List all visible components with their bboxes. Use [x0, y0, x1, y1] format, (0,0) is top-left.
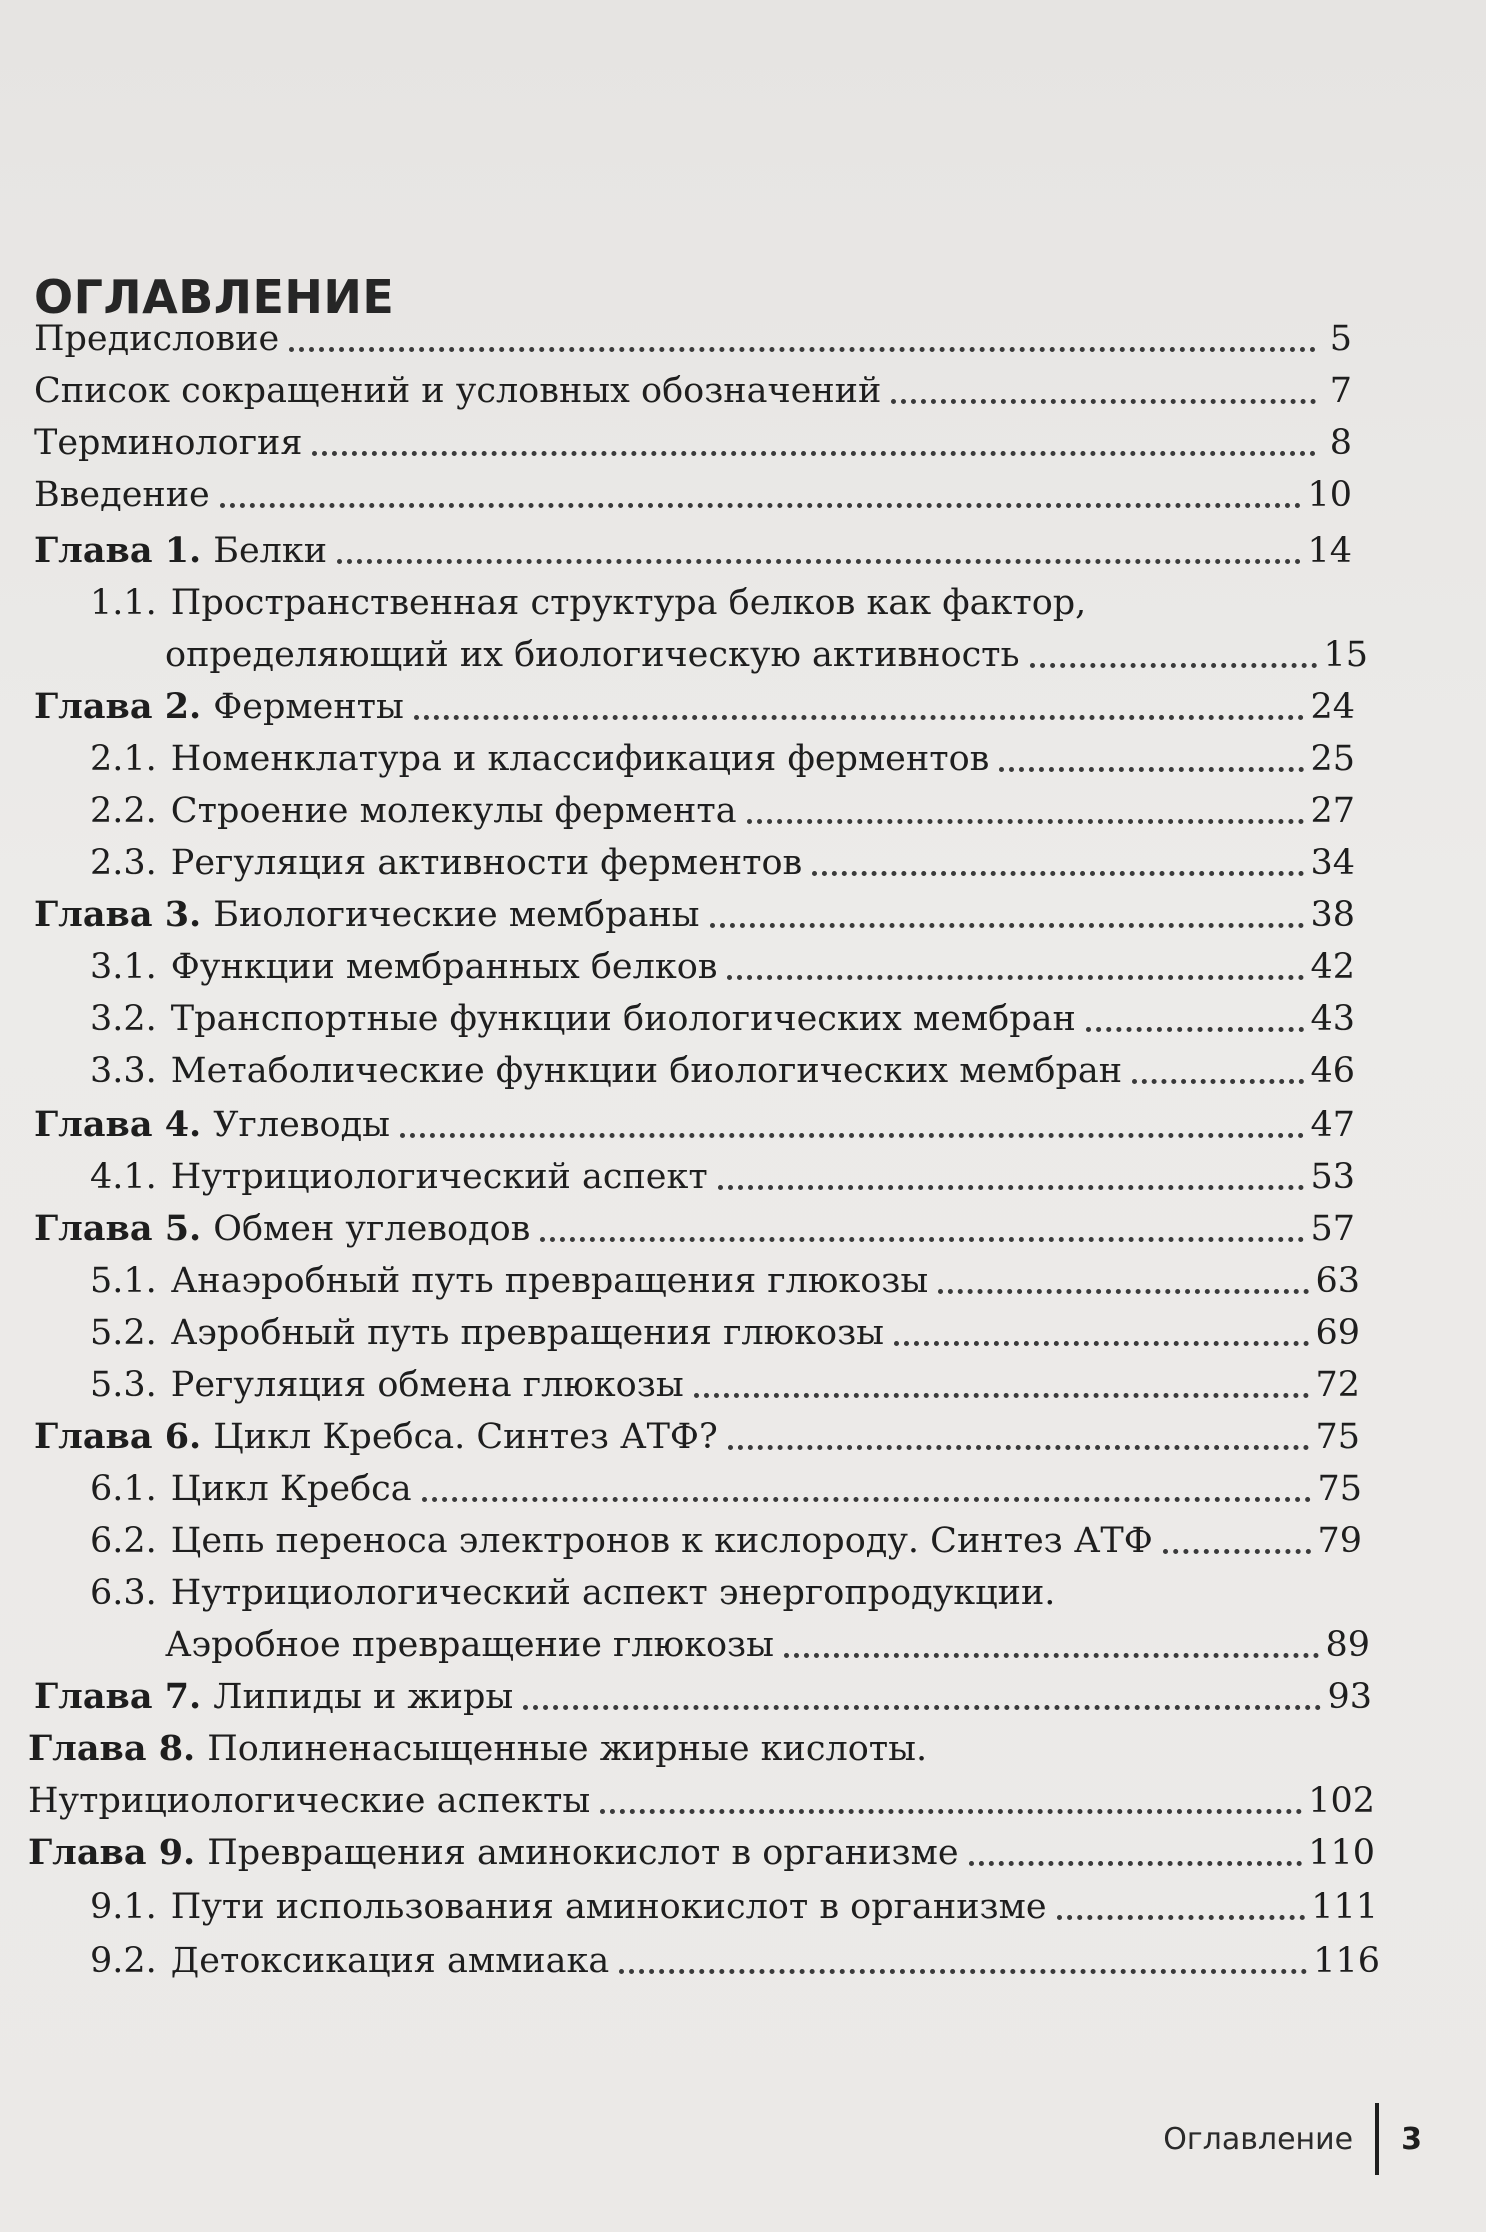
toc-section-row — [90, 1356, 1360, 1406]
toc-section-row — [90, 1042, 1355, 1092]
toc-leader-dots — [289, 335, 1316, 352]
toc-section-number: 2.2. — [90, 791, 157, 831]
toc-chapter-label: Глава 7. — [34, 1676, 202, 1717]
toc-page-number: 89 — [1325, 1625, 1370, 1665]
toc-entry-title: Пути использования аминокислот в организме — [170, 1887, 1047, 1927]
toc-leader-dots — [969, 1849, 1303, 1866]
toc-page-number: 14 — [1307, 531, 1352, 571]
toc-page-number: 46 — [1310, 1051, 1355, 1091]
toc-section-row — [90, 1252, 1360, 1302]
toc-leader-dots — [727, 963, 1304, 980]
toc-leader-dots — [422, 1485, 1312, 1502]
toc-page-number: 53 — [1310, 1157, 1355, 1197]
toc-chapter-row — [34, 1096, 1355, 1146]
toc-entry-title: Превращения аминокислот в организме — [207, 1833, 959, 1873]
toc-entry-title: Регуляция обмена глюкозы — [170, 1365, 684, 1405]
toc-entry-title: Полиненасыщенные жирные кислоты. — [207, 1729, 928, 1769]
toc-section-row — [90, 730, 1355, 780]
toc-section-row — [90, 1148, 1355, 1198]
toc-entry-title: Цикл Кребса — [170, 1469, 412, 1509]
toc-leader-dots — [312, 439, 1316, 456]
toc-entry-title: Нутрициологические аспекты — [28, 1781, 591, 1821]
toc-page-number: 8 — [1329, 423, 1352, 463]
toc-heading: ОГЛАВЛЕНИЕ — [34, 270, 395, 324]
toc-chapter-label: Глава 2. — [34, 686, 202, 727]
toc-chapter-label: Глава 6. — [34, 1416, 202, 1457]
toc-chapter-label: Глава 1. — [34, 530, 202, 571]
toc-section-row — [165, 626, 1368, 676]
toc-page-number: 27 — [1310, 791, 1355, 831]
toc-section-number: 2.3. — [90, 843, 157, 883]
toc-section-row — [90, 1564, 1362, 1614]
toc-leader-dots — [337, 547, 1301, 564]
toc-entry-title: Список сокращений и условных обозначений — [34, 371, 882, 411]
toc-leader-dots — [540, 1225, 1304, 1242]
toc-leader-dots — [710, 911, 1305, 928]
toc-page-number: 116 — [1313, 1941, 1380, 1981]
toc-entry-title: Терминология — [34, 423, 303, 463]
toc-page-number: 24 — [1310, 687, 1355, 727]
toc-page-number: 25 — [1310, 739, 1355, 779]
toc-page-number: 38 — [1310, 895, 1355, 935]
toc-leader-dots — [812, 859, 1304, 876]
toc-entry-title: Биологические мембраны — [213, 895, 700, 935]
toc-page-number: 15 — [1323, 635, 1368, 675]
toc-leader-dots — [600, 1797, 1302, 1814]
toc-leader-dots — [747, 807, 1305, 824]
toc-leader-dots — [523, 1693, 1321, 1710]
toc-entry-title: Номенклатура и классификация ферментов — [170, 739, 990, 779]
toc-chapter-row — [34, 1408, 1360, 1458]
toc-chapter-row — [34, 310, 1352, 360]
toc-chapter-label: Глава 5. — [34, 1208, 202, 1249]
toc-entry-title: Регуляция активности ферментов — [170, 843, 803, 883]
toc-entry-title: Цикл Кребса. Синтез АТФ? — [213, 1417, 718, 1457]
toc-section-number: 5.2. — [90, 1313, 157, 1353]
toc-entry-title: Транспортные функции биологических мембран — [170, 999, 1076, 1039]
toc-page-number: 43 — [1310, 999, 1355, 1039]
toc-page-number: 7 — [1329, 371, 1352, 411]
toc-section-number: 2.1. — [90, 739, 157, 779]
toc-page-number: 5 — [1329, 319, 1352, 359]
page-number: 3 — [1401, 2121, 1422, 2157]
toc-section-number: 6.2. — [90, 1521, 157, 1561]
toc-section-number: 3.2. — [90, 999, 157, 1039]
toc-chapter-label: Глава 4. — [34, 1104, 202, 1145]
toc-page-number: 34 — [1310, 843, 1355, 883]
toc-entry-title: Предисловие — [34, 319, 280, 359]
toc-page-number: 47 — [1310, 1105, 1355, 1145]
toc-leader-dots — [999, 755, 1304, 772]
toc-chapter-row — [34, 466, 1352, 516]
toc-section-row — [90, 1932, 1380, 1982]
toc-entry-title: Пространственная структура белков как фактор, — [170, 583, 1087, 623]
toc-leader-dots — [728, 1433, 1310, 1450]
toc-chapter-row — [34, 414, 1352, 464]
toc-chapter-row — [28, 1720, 1372, 1770]
footer-separator — [1375, 2103, 1379, 2175]
toc-leader-dots — [1163, 1537, 1312, 1554]
toc-leader-dots — [1086, 1015, 1305, 1032]
toc-section-row — [165, 1616, 1370, 1666]
toc-leader-dots — [414, 703, 1305, 720]
toc-section-row — [90, 990, 1355, 1040]
toc-leader-dots — [220, 491, 1302, 508]
toc-leader-dots — [400, 1121, 1304, 1138]
toc-leader-dots — [891, 387, 1316, 404]
toc-entry-title: Анаэробный путь превращения глюкозы — [170, 1261, 929, 1301]
toc-page-number: 79 — [1317, 1521, 1362, 1561]
toc-chapter-row — [34, 522, 1352, 572]
toc-chapter-row — [28, 1772, 1375, 1822]
toc-section-number: 5.1. — [90, 1261, 157, 1301]
toc-page-number: 63 — [1315, 1261, 1360, 1301]
toc-section-number: 9.1. — [90, 1887, 157, 1927]
toc-section-number: 4.1. — [90, 1157, 157, 1197]
toc-section-row — [90, 834, 1355, 884]
toc-section-number: 1.1. — [90, 583, 157, 623]
toc-chapter-row — [34, 886, 1355, 936]
toc-entry-title: Нутрициологический аспект энергопродукции. — [170, 1573, 1056, 1613]
toc-chapter-label: Глава 9. — [28, 1832, 196, 1873]
toc-section-number: 3.3. — [90, 1051, 157, 1091]
toc-leader-dots — [694, 1381, 1310, 1398]
toc-leader-dots — [619, 1957, 1307, 1974]
toc-entry-title: Аэробное превращение глюкозы — [165, 1625, 774, 1665]
toc-entry-title: определяющий их биологическую активность — [165, 635, 1020, 675]
toc-entry-title: Цепь переноса электронов к кислороду. Синтез АТФ — [170, 1521, 1153, 1561]
toc-entry-title: Введение — [34, 475, 210, 515]
toc-section-row — [90, 1304, 1360, 1354]
toc-leader-dots — [1132, 1067, 1304, 1084]
toc-entry-title: Нутрициологический аспект — [170, 1157, 708, 1197]
toc-entry-title: Ферменты — [213, 687, 404, 727]
toc-page-number: 57 — [1310, 1209, 1355, 1249]
toc-entry-title: Липиды и жиры — [213, 1677, 514, 1717]
toc-leader-dots — [1057, 1903, 1306, 1920]
toc-section-row — [90, 574, 1352, 624]
toc-page-number: 75 — [1315, 1417, 1360, 1457]
toc-page-number: 69 — [1315, 1313, 1360, 1353]
toc-chapter-row — [34, 1668, 1372, 1718]
page-footer — [1163, 2114, 1486, 2164]
toc-section-number: 6.1. — [90, 1469, 157, 1509]
running-footer-label: Оглавление — [1163, 2121, 1354, 2157]
toc-leader-dots — [938, 1277, 1309, 1294]
toc-section-row — [90, 1512, 1362, 1562]
toc-page-number: 72 — [1315, 1365, 1360, 1405]
toc-entry-title: Строение молекулы фермента — [170, 791, 737, 831]
toc-entry-title: Обмен углеводов — [213, 1209, 531, 1249]
toc-entry-title: Функции мембранных белков — [170, 947, 718, 987]
toc-chapter-label: Глава 8. — [28, 1728, 196, 1769]
toc-chapter-row — [34, 678, 1355, 728]
toc-section-number: 6.3. — [90, 1573, 157, 1613]
toc-leader-dots — [1030, 651, 1318, 668]
toc-chapter-label: Глава 3. — [34, 894, 202, 935]
toc-chapter-row — [28, 1824, 1375, 1874]
toc-section-number: 3.1. — [90, 947, 157, 987]
toc-section-number: 5.3. — [90, 1365, 157, 1405]
toc-entry-title: Метаболические функции биологических мембран — [170, 1051, 1123, 1091]
toc-chapter-row — [34, 1200, 1355, 1250]
toc-entry-title: Аэробный путь превращения глюкозы — [170, 1313, 885, 1353]
toc-page-number: 102 — [1308, 1781, 1375, 1821]
toc-page-number: 42 — [1310, 947, 1355, 987]
toc-page-number: 110 — [1308, 1833, 1375, 1873]
toc-chapter-row — [34, 362, 1352, 412]
toc-entry-title: Углеводы — [213, 1105, 391, 1145]
toc-section-row — [90, 782, 1355, 832]
toc-section-row — [90, 1878, 1378, 1928]
toc-page-number: 93 — [1327, 1677, 1372, 1717]
toc-leader-dots — [784, 1641, 1319, 1658]
toc-leader-dots — [894, 1329, 1309, 1346]
toc-section-row — [90, 938, 1355, 988]
toc-page-number: 111 — [1311, 1887, 1378, 1927]
toc-page-number: 10 — [1307, 475, 1352, 515]
toc-leader-dots — [718, 1173, 1305, 1190]
toc-entry-title: Белки — [213, 531, 328, 571]
toc-section-number: 9.2. — [90, 1941, 157, 1981]
toc-section-row — [90, 1460, 1362, 1510]
toc-page-number: 75 — [1317, 1469, 1362, 1509]
toc-entry-title: Детоксикация аммиака — [170, 1941, 610, 1981]
